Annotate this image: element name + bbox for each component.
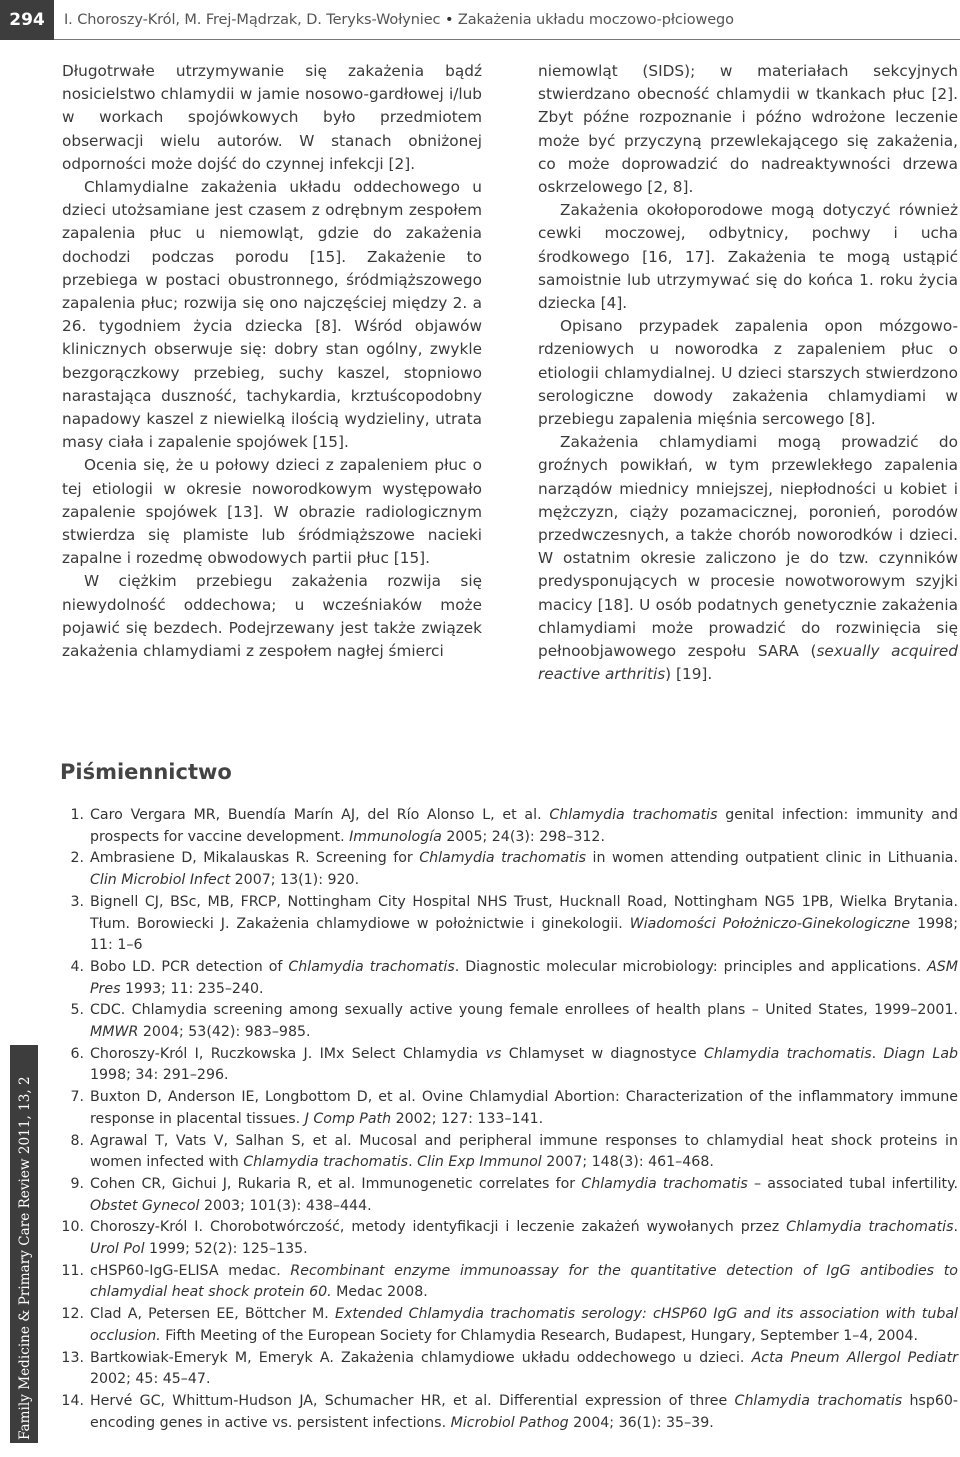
reference-italic: Chlamydia trachomatis [581, 1175, 748, 1192]
reference-segment: Bignell CJ, BSc, MB, FRCP, Nottingham City Hospital NHS Trust, Hucknall Road, Nottingham NG5 1PB, Wielka Brytania. Tłum. Borowiecki J. Zakażenia chlamydiowe w położnictwie i ginekologii. [90, 893, 958, 932]
reference-italic: Diagn Lab [883, 1045, 959, 1062]
reference-item [58, 1044, 958, 1087]
reference-segment: hsp60-encoding genes in active vs. persistent infections. [90, 1392, 959, 1431]
reference-italic: MMWR [90, 1024, 139, 1041]
reference-segment: . Diagnostic molecular microbiology: principles and applications. [454, 958, 928, 975]
reference-segment: Cohen CR, Gichui J, Rukaria R, et al. Immunogenetic correlates for [90, 1175, 582, 1192]
paragraph-text: Zakażenia chlamydiami mogą prowadzić do groźnych powikłań, w tym przewlekłego zapalenia narządów miednicy mniejszej, niepłodności u kobiet i mężczyzn, ciąży pozamacicznej, poronień, porodów przedwczesnych, a także chorób noworodków i dzieci. W ostatnim okresie zaliczono je do tzw. czynników predysponujących w procesie nowotworowym szyjki macicy [18]. U osób podatnych genetycznie zakażenia chlamydiami może prowadzić do rozwinięcia się pełnoobjawowego zespołu SARA ( [538, 433, 958, 661]
reference-text [90, 1044, 958, 1087]
reference-segment: 1999; 52(2): 125–135. [144, 1241, 308, 1258]
reference-italic: Obstet Gynecol [90, 1197, 200, 1214]
paragraph: Zakażenia okołoporodowe mogą dotyczyć również cewki moczowej, odbytnicy, pochwy i ucha środkowego [16, 17]. Zakażenia te mogą ustąpić samoistnie lub utrzymywać się do końca 1. roku życia dziecka [4]. [538, 201, 958, 313]
reference-segment: Fifth Meeting of the European Society for Chlamydia Research, Budapest, Hungary, September 1–4, 2004. [160, 1327, 918, 1344]
reference-italic: Extended Chlamydia trachomatis serology: cHSP60 IgG and its association with tubal occlusion. [90, 1306, 958, 1344]
reference-segment: Ambrasiene D, Mikalauskas R. Screening for [90, 850, 420, 867]
reference-item [58, 1131, 958, 1174]
reference-segment: Medac 2008. [331, 1284, 428, 1301]
reference-italic: Wiadomości Położniczo-Ginekologiczne [629, 915, 911, 932]
header-title: Zakażenia układu moczowo-płciowego [457, 12, 734, 28]
reference-number: 12. [61, 1306, 84, 1323]
reference-italic: Chlamydia trachomatis [703, 1045, 872, 1062]
reference-item [58, 1174, 958, 1217]
reference-segment: 2002; 45: 45–47. [90, 1371, 211, 1388]
reference-segment: 1993; 11: 235–240. [120, 980, 264, 997]
reference-italic: Immunología [349, 828, 442, 845]
reference-number: 7. [70, 1089, 84, 1106]
reference-text [90, 848, 958, 891]
reference-number: 10. [61, 1219, 84, 1236]
journal-side-label: Family Medicine & Primary Care Review 2011, 13, 2 [17, 1076, 33, 1440]
reference-segment: 1998; 11: 1–6 [90, 915, 958, 954]
reference-text [90, 805, 958, 848]
reference-item [58, 848, 958, 891]
reference-segment: 2004; 36(1): 35–39. [568, 1414, 714, 1431]
reference-text [90, 957, 958, 1000]
header-authors: I. Choroszy-Król, M. Frej-Mądrzak, D. Teryks-Wołyniec [64, 12, 441, 28]
left-column [62, 60, 482, 663]
reference-italic: Chlamydia trachomatis [243, 1154, 409, 1171]
header-separator: • [444, 12, 454, 28]
reference-item [58, 892, 958, 957]
reference-italic: ASM Pres [90, 958, 959, 997]
header-rule [54, 39, 960, 40]
reference-text [90, 1304, 958, 1347]
reference-text [90, 1391, 958, 1434]
paragraph: Opisano przypadek zapalenia opon mózgowo-rdzeniowych u noworodka z zapaleniem płuc o etiologii chlamydialnej. U dzieci starszych stwierdzono serologiczne dowody zakażenia chlamydiami w przebiegu zapalenia mięśnia sercowego [8]. [538, 317, 958, 429]
reference-italic: Chlamydia trachomatis [734, 1392, 903, 1409]
reference-text [90, 1217, 958, 1260]
reference-segment: Buxton D, Anderson IE, Longbottom D, et al. Ovine Chlamydial Abortion: Characterization of the inflammatory immune response in placental tissues. [90, 1089, 958, 1127]
reference-item [58, 957, 958, 1000]
reference-segment: cHSP60-IgG-ELISA medac. [90, 1262, 291, 1279]
paragraph: niemowląt (SIDS); w materiałach sekcyjnych stwierdzano obecność chlamydii w tkankach płuc [2]. Zbyt późne rozpoznanie i późno wdrożone leczenie może być przyczyną przewlekającego się zakażenia, co może doprowadzić do nadreaktywności drzewa oskrzelowego [2, 8]. [538, 62, 958, 197]
reference-text [90, 1087, 958, 1130]
reference-item [58, 1261, 958, 1304]
paragraph: Ocenia się, że u połowy dzieci z zapaleniem płuc o tej etiologii w okresie noworodkowym występowało zapalenie spojówek [13]. W obrazie radiologicznym stwierdza się plamiste lub śródmiąższowe nacieki zapalne i rozedmę obwodowych partii płuc [15]. [62, 456, 482, 568]
reference-number: 3. [70, 893, 84, 910]
reference-italic: Urol Pol [90, 1241, 145, 1258]
paragraph: Chlamydialne zakażenia układu oddechowego u dzieci utożsamiane jest czasem z odrębnym zespołem zapalenia płuc u niemowląt, gdzie do zakażenia dochodzi podczas porodu [15]. Zakażenie to przebiega w postaci obustronnego, śródmiąższowego zapalenia płuc; rozwija się ono najczęściej między 2. a 26. tygodniem życia dziecka [8]. Wśród objawów klinicznych obserwuje się: dobry stan ogólny, zwykle bezgorączkowy przebieg, suchy kaszel, stopniowo narastająca duszność, tachykardia, krztuścopodobny napadowy kaszel z niewielką ilością wydzieliny, utrata masy ciała i zapalenie spojówek [15]. [62, 178, 482, 452]
reference-number: 2. [70, 850, 84, 867]
reference-number: 4. [70, 958, 84, 975]
reference-item [58, 1087, 958, 1130]
reference-list [58, 805, 958, 1434]
paragraph: W ciężkim przebiegu zakażenia rozwija się niewydolność oddechowa; u wcześniaków może pojawić się bezdech. Podejrzewany jest także związek zakażenia chlamydiami z zespołem nagłej śmierci [62, 572, 482, 661]
reference-italic: Clin Microbiol Infect [90, 872, 231, 889]
reference-segment: Choroszy-Król I. Chorobotwórczość, metody identyfikacji i leczenie zakażeń wywołanych przez [90, 1219, 787, 1236]
reference-segment: 2007; 13(1): 920. [230, 872, 360, 889]
reference-text [90, 1261, 958, 1304]
reference-segment: 2002; 127: 133–141. [391, 1110, 544, 1127]
reference-segment: Caro Vergara MR, Buendía Marín AJ, del Río Alonso L, et al. [90, 807, 550, 823]
reference-number: 9. [70, 1175, 84, 1192]
reference-item [58, 1000, 958, 1043]
reference-segment: 2005; 24(3): 298–312. [441, 828, 605, 845]
reference-item [58, 1217, 958, 1260]
paragraph: Długotrwałe utrzymywanie się zakażenia bądź nosicielstwo chlamydii w jamie nosowo-gardłowej i/lub w workach spojówkowych było przedmiotem obserwacji wielu autorów. W stanach obniżonej odporności może dojść do czynnej infekcji [2]. [62, 62, 482, 173]
right-column [538, 60, 958, 686]
reference-segment: 1998; 34: 291–296. [90, 1067, 229, 1084]
reference-italic: Clin Exp Immunol [417, 1154, 542, 1171]
reference-italic: Acta Pneum Allergol Pediatr [751, 1349, 958, 1366]
reference-segment: 2003; 101(3): 438–444. [199, 1197, 372, 1214]
reference-segment: genital infection: immunity and prospects for vaccine development. [90, 807, 958, 845]
reference-segment: . [871, 1045, 884, 1062]
reference-segment: Agrawal T, Vats V, Salhan S, et al. Mucosal and peripheral immune responses to chlamydial heat shock proteins in women infected with [90, 1132, 958, 1171]
reference-italic: Microbiol Pathog [450, 1414, 569, 1431]
reference-segment: Chlamyset w diagnostyce [501, 1045, 704, 1062]
reference-text [90, 1000, 958, 1043]
reference-segment: Hervé GC, Whittum-Hudson JA, Schumacher HR, et al. Differential expression of three [90, 1392, 735, 1409]
reference-text [90, 892, 958, 957]
reference-segment: . [408, 1154, 418, 1171]
reference-segment: CDC. Chlamydia screening among sexually active young female enrollees of health plans – United States, 1999–2001. [90, 1002, 958, 1019]
reference-segment: . [953, 1219, 959, 1236]
reference-number: 13. [61, 1349, 84, 1366]
reference-item [58, 805, 958, 848]
reference-italic: J Comp Path [304, 1110, 392, 1127]
page-number: 294 [0, 0, 54, 40]
paragraph-text: ) [19]. [665, 665, 713, 684]
reference-item [58, 1348, 958, 1391]
running-title [64, 0, 734, 40]
reference-segment: Bartkowiak-Emeryk M, Emeryk A. Zakażenia chlamydiowe układu oddechowego u dzieci. [90, 1349, 752, 1366]
reference-item [58, 1304, 958, 1347]
reference-number: 1. [70, 807, 84, 823]
italic-term: sexually acquired reactive arthritis [538, 642, 958, 684]
running-header [0, 0, 960, 40]
reference-italic: Chlamydia trachomatis [549, 807, 718, 823]
reference-segment: – associated tubal infertility. [747, 1175, 958, 1192]
reference-item [58, 1391, 958, 1434]
reference-segment: Choroszy-Król I, Ruczkowska J. IMx Select Chlamydia [90, 1045, 486, 1062]
reference-number: 11. [61, 1262, 84, 1279]
reference-number: 14. [61, 1392, 84, 1409]
reference-segment: 2007; 148(3): 461–468. [541, 1154, 714, 1171]
reference-number: 8. [70, 1132, 84, 1149]
paragraph [538, 431, 958, 686]
reference-segment: Clad A, Petersen EE, Böttcher M. [90, 1306, 335, 1323]
reference-text [90, 1348, 958, 1391]
reference-number: 5. [70, 1002, 84, 1019]
reference-segment: Bobo LD. PCR detection of [90, 958, 289, 975]
reference-number: 6. [70, 1045, 84, 1062]
reference-italic: Chlamydia trachomatis [786, 1219, 954, 1236]
reference-italic: vs [485, 1045, 502, 1062]
reference-segment: 2004; 53(42): 983–985. [138, 1024, 311, 1041]
reference-italic: Recombinant enzyme immunoassay for the quantitative detection of IgG antibodies to chlamydial heat shock protein 60. [90, 1262, 958, 1301]
reference-italic: Chlamydia trachomatis [419, 850, 587, 867]
reference-text [90, 1174, 958, 1217]
reference-segment: in women attending outpatient clinic in Lithuania. [586, 850, 958, 867]
reference-italic: Chlamydia trachomatis [288, 958, 455, 975]
bibliography-title: Piśmiennictwo [60, 760, 232, 784]
reference-text [90, 1131, 958, 1174]
